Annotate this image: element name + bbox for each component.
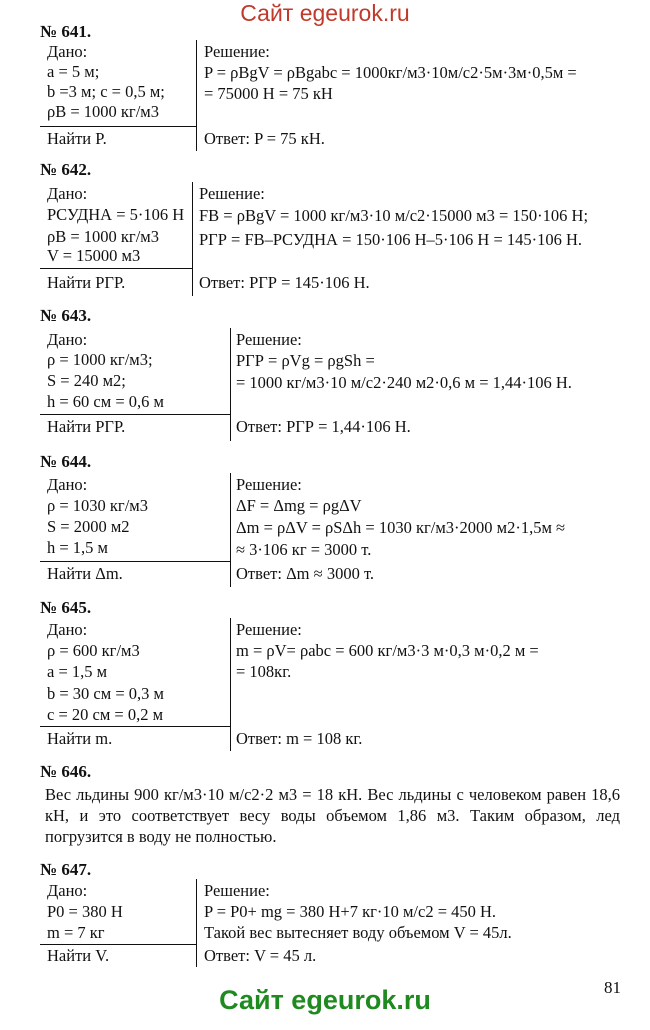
answer: Ответ: P = 75 кН. [204, 129, 325, 148]
solution-line: = 108кг. [236, 662, 292, 681]
problem-title: № 647. [40, 860, 92, 879]
answer: Ответ: m = 108 кг. [236, 729, 363, 748]
divider-vertical [230, 328, 231, 441]
solution-line: P = ρВgV = ρВgabc = 1000кг/м3·10м/с2·5м·3м·0,5м = [204, 63, 577, 82]
solution-line: = 1000 кг/м3·10 м/с2·240 м2·0,6 м = 1,44·106 Н. [236, 373, 572, 392]
given-line: c = 20 см = 0,2 м [47, 705, 164, 724]
given-line: ρВ = 1000 кг/м3 [47, 227, 159, 246]
given-line: ρВ = 1000 кг/м3 [47, 102, 159, 121]
divider-vertical [230, 473, 231, 587]
given-line: b = 30 см = 0,3 м [47, 684, 164, 703]
divider-horizontal [40, 561, 230, 562]
watermark-bottom: Сайт egeurok.ru [219, 985, 431, 1015]
solution-label: Решение: [204, 42, 270, 61]
given-line: ρ = 1000 кг/м3; [47, 350, 153, 369]
solution-line: Δm = ρΔV = ρSΔh = 1030 кг/м3·2000 м2·1,5м ≈ [236, 518, 566, 537]
problem-title: № 641. [40, 22, 92, 41]
problem-title: № 646. [40, 762, 92, 781]
solution-line: ΔF = Δmg = ρgΔV [236, 496, 362, 515]
solution-line: PГР = ρVg = ρgSh = [236, 351, 375, 370]
solution-line: P = P0+ mg = 380 Н+7 кг·10 м/с2 = 450 Н. [204, 902, 497, 921]
given-line: S = 240 м2; [47, 371, 126, 390]
find-label: Найти P. [47, 129, 107, 148]
solution-line: PГР = FВ–PСУДНА = 150·106 Н–5·106 Н = 145·106 Н. [199, 230, 583, 249]
given-label: Дано: [47, 620, 88, 639]
divider-horizontal [40, 126, 196, 127]
given-label: Дано: [47, 475, 88, 494]
page-number: 81 [604, 978, 621, 997]
find-label: Найти V. [47, 946, 110, 965]
given-line: a = 5 м; [47, 62, 100, 81]
find-label: Найти PГР. [47, 273, 126, 292]
divider-horizontal [40, 268, 192, 269]
given-line: V = 15000 м3 [47, 246, 141, 265]
solution-label: Решение: [236, 620, 302, 639]
given-line: a = 1,5 м [47, 662, 108, 681]
solution-label: Решение: [236, 475, 302, 494]
find-label: Найти m. [47, 729, 113, 748]
solution-line: FВ = ρВgV = 1000 кг/м3·10 м/с2·15000 м3 = 150·106 Н; [199, 206, 589, 225]
divider-vertical [196, 879, 197, 967]
find-label: Найти PГР. [47, 417, 126, 436]
divider-horizontal [40, 944, 196, 945]
solution-line: Такой вес вытесняет воду объемом V = 45л. [204, 923, 512, 942]
given-line: PСУДНА = 5·106 Н [47, 205, 185, 224]
solution-line: m = ρV= ρabc = 600 кг/м3·3 м·0,3 м·0,2 м = [236, 641, 539, 660]
solution-label: Решение: [236, 330, 302, 349]
problem-text: Вес льдины 900 кг/м3·10 м/с2·2 м3 = 18 кН. Вес льдины с человеком равен 18,6 кН, и это соответствует весу воды объемом 1,86 м3. Таким образом, лед погрузится в воду не полностью. [45, 785, 620, 846]
given-line: m = 7 кг [47, 923, 105, 942]
solution-line: ≈ 3·106 кг = 3000 т. [236, 540, 372, 559]
divider-vertical [196, 40, 197, 151]
watermark-top: Сайт egeurok.ru [240, 0, 410, 26]
problem-title: № 643. [40, 306, 92, 325]
answer: Ответ: V = 45 л. [204, 946, 317, 965]
answer: Ответ: PГР = 1,44·106 Н. [236, 417, 411, 436]
problem-title: № 645. [40, 598, 92, 617]
divider-vertical [230, 618, 231, 751]
solution-label: Решение: [199, 184, 265, 203]
solution-label: Решение: [204, 881, 270, 900]
given-label: Дано: [47, 184, 88, 203]
divider-horizontal [40, 726, 230, 727]
answer: Ответ: PГР = 145·106 Н. [199, 273, 370, 292]
problem-title: № 644. [40, 452, 92, 471]
given-label: Дано: [47, 42, 88, 61]
given-label: Дано: [47, 330, 88, 349]
given-label: Дано: [47, 881, 88, 900]
solution-line: = 75000 Н = 75 кН [204, 84, 333, 103]
given-line: S = 2000 м2 [47, 517, 130, 536]
divider-horizontal [40, 414, 230, 415]
divider-vertical [192, 182, 193, 296]
given-line: h = 1,5 м [47, 538, 108, 557]
find-label: Найти Δm. [47, 564, 123, 583]
answer: Ответ: Δm ≈ 3000 т. [236, 564, 375, 583]
given-line: h = 60 см = 0,6 м [47, 392, 164, 411]
problem-title: № 642. [40, 160, 92, 179]
given-line: P0 = 380 Н [47, 902, 123, 921]
given-line: b =3 м; c = 0,5 м; [47, 82, 165, 101]
given-line: ρ = 600 кг/м3 [47, 641, 140, 660]
given-line: ρ = 1030 кг/м3 [47, 496, 148, 515]
